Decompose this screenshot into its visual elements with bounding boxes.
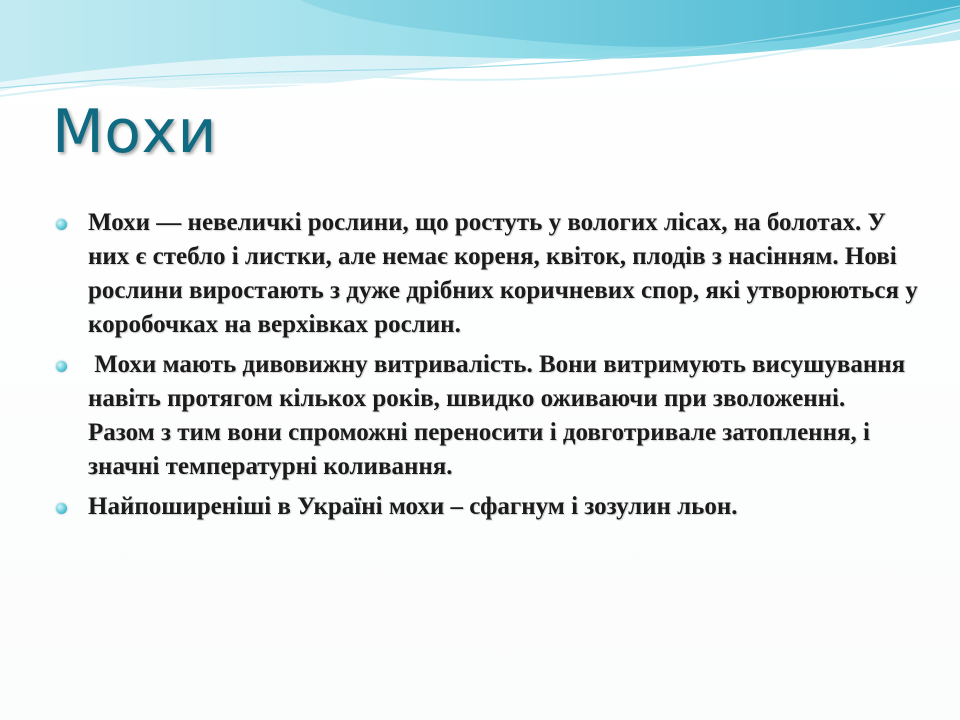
teal-sphere-bullet-icon <box>56 503 67 514</box>
bullet-item-1 <box>52 206 922 342</box>
bullet-text-1: Мохи — невеличкі рослини, що ростуть у вологих лісах, на болотах. У них є стебло і листки, але немає кореня, квіток, плодів з насінням. Нові рослини виростають з дуже дрібних коричневих спор, які утворюються у коробочках на верхівках рослин. <box>88 209 918 338</box>
bullet-item-3 <box>52 490 922 524</box>
bullet-list <box>52 206 922 530</box>
teal-sphere-bullet-icon <box>56 361 67 372</box>
teal-sphere-bullet-icon <box>56 219 67 230</box>
slide-title: Мохи <box>52 97 217 167</box>
bullet-text-2: Мохи мають дивовижну витривалість. Вони витримують висушування навіть протягом кількох років, швидко оживаючи при зволоженні. Разом з тим вони спроможні переносити і довготривале затоплення, і значні температурні коливання. <box>88 351 912 480</box>
bullet-item-2 <box>52 348 922 484</box>
bullet-text-3: Найпоширеніші в Україні мохи – сфагнум і зозулин льон. <box>88 493 738 520</box>
